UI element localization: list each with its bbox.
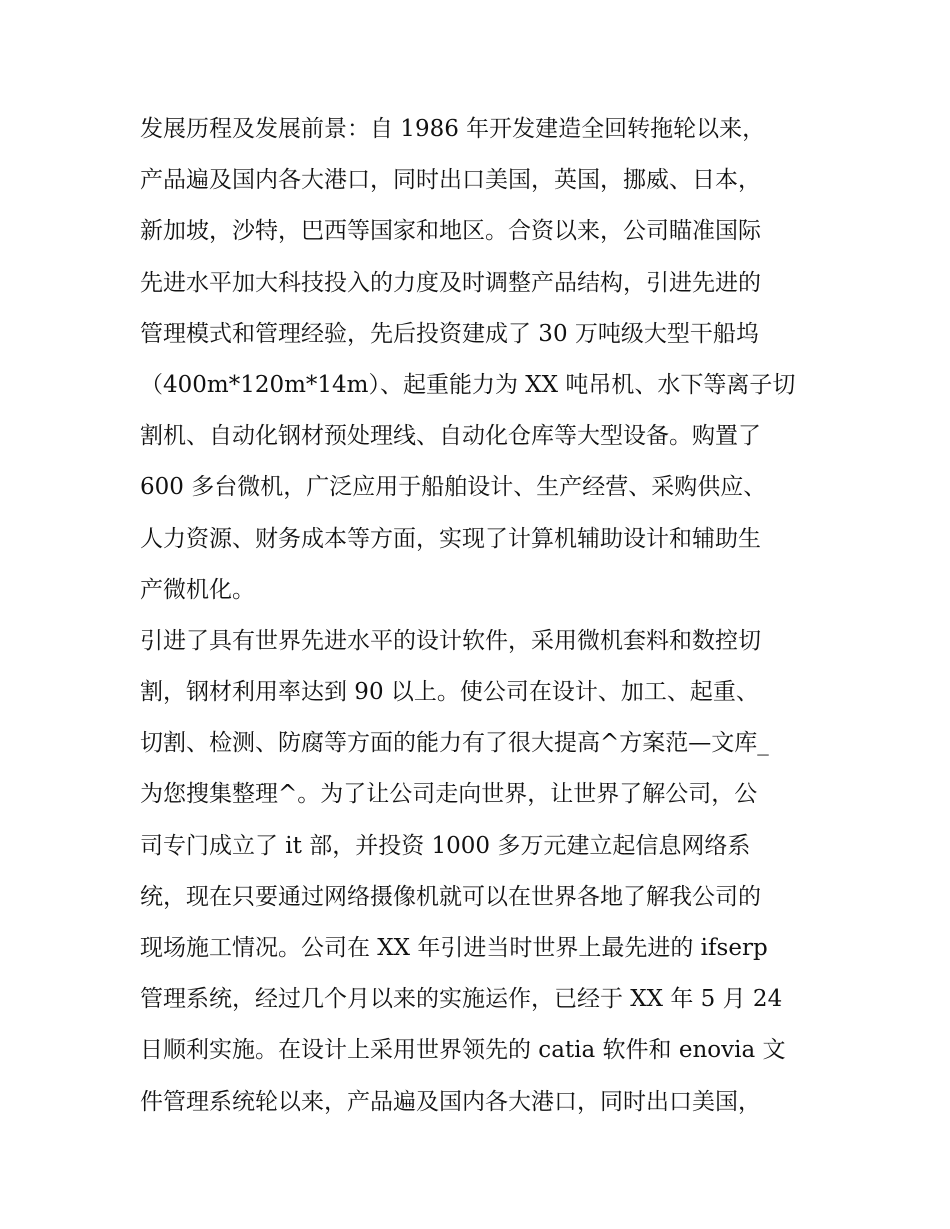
text-line-4: 先进水平加大科技投入的力度及时调整产品结构，引进先进的 — [140, 269, 761, 296]
text-line-7: 割机、自动化钢材预处理线、自动化仓库等大型设备。购置了 — [140, 423, 761, 450]
text-line-19: 日顺利实施。在设计上采用世界领先的 catia 软件和 enovia 文 — [140, 1037, 786, 1064]
text-line-20: 件管理系统轮以来，产品遍及国内各大港口，同时出口美国， — [140, 1088, 761, 1115]
text-line-14: 为您搜集整理^。为了让公司走向世界，让世界了解公司，公 — [140, 781, 758, 808]
text-line-13: 切割、检测、防腐等方面的能力有了很大提高^方案范—文库_ — [140, 730, 769, 757]
text-line-11: 引进了具有世界先进水平的设计软件，采用微机套料和数控切 — [140, 627, 761, 654]
text-line-3: 新加坡，沙特，巴西等国家和地区。合资以来，公司瞄准国际 — [140, 218, 761, 245]
text-line-17: 现场施工情况。公司在 XX 年引进当时世界上最先进的 ifserp — [140, 935, 768, 961]
text-line-2: 产品遍及国内各大港口，同时出口美国，英国，挪威、日本， — [140, 167, 761, 194]
text-line-16: 统，现在只要通过网络摄像机就可以在世界各地了解我公司的 — [140, 883, 761, 910]
text-line-10: 产微机化。 — [140, 576, 255, 603]
text-line-1: 发展历程及发展前景：自 1986 年开发建造全回转拖轮以来， — [140, 116, 766, 142]
text-line-15: 司专门成立了 it 部，并投资 1000 多万元建立起信息网络系 — [140, 832, 751, 859]
text-line-18: 管理系统，经过几个月以来的实施运作，已经于 XX 年 5 月 24 — [140, 986, 783, 1013]
text-line-12: 割，钢材利用率达到 90 以上。使公司在设计、加工、起重、 — [140, 679, 759, 706]
body-text — [140, 104, 820, 1128]
text-line-8: 600 多台微机，广泛应用于船舶设计、生产经营、采购供应、 — [140, 474, 767, 501]
text-line-9: 人力资源、财务成本等方面，实现了计算机辅助设计和辅助生 — [140, 525, 761, 552]
text-line-6: （400m*120m*14m）、起重能力为 XX 吨吊机、水下等离子切 — [140, 371, 796, 398]
text-line-5: 管理模式和管理经验，先后投资建成了 30 万吨级大型干船坞 — [140, 320, 759, 347]
